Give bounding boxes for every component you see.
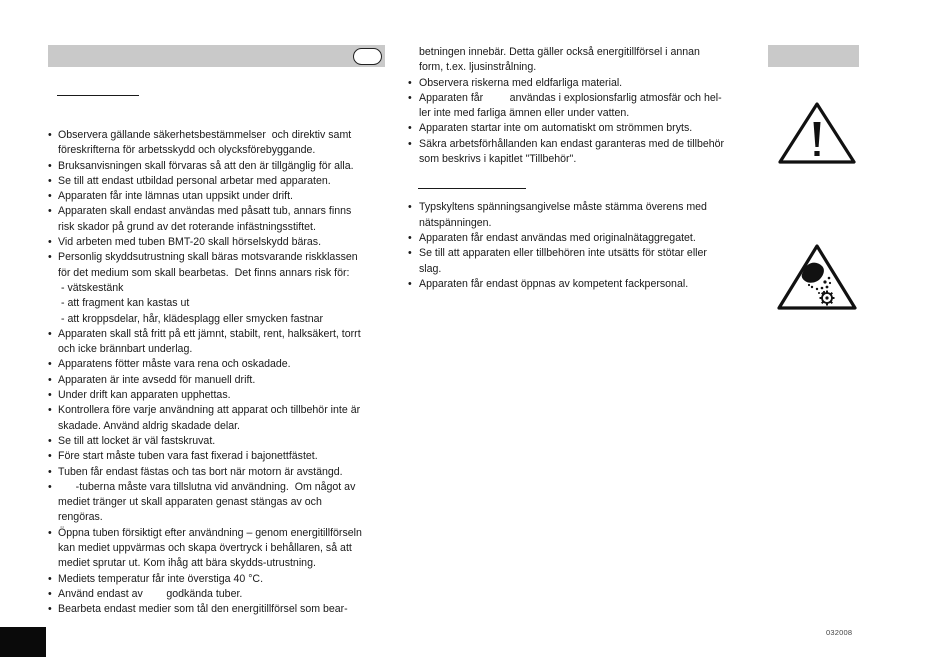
bullet-item <box>408 137 746 168</box>
bullet-text-line: Vid arbeten med tuben BMT-20 skall hörselskydd bäras. <box>58 236 322 249</box>
bullet-text-line: föreskrifterna för arbetsskydd och olycksförebyggande. <box>58 144 316 157</box>
bullet-text-line: Öppna tuben försiktigt efter användning – genom energitillförseln <box>58 526 362 539</box>
bullet-item <box>48 572 385 587</box>
bullet-text-line: Observera riskerna med eldfarliga material. <box>419 76 623 89</box>
warning-triangle-icon <box>776 100 858 166</box>
bullet-item <box>408 231 746 246</box>
bullet-item <box>48 434 385 449</box>
bullet-text-line: Mediets temperatur får inte överstiga 40 °C. <box>58 572 264 585</box>
bullet-text-line: Före start måste tuben vara fast fixerad i bajonettfästet. <box>58 450 318 463</box>
bullet-text-line: som beskrivs i kapitlet "Tillbehör". <box>419 153 577 166</box>
bullet-text-line: mediet tränger ut skall apparaten genast stängas av och <box>58 496 322 509</box>
bullet-item <box>48 526 385 572</box>
left-column <box>48 128 385 618</box>
bullet-item <box>48 388 385 403</box>
bullet-item <box>48 587 385 602</box>
bullet-item <box>48 189 385 204</box>
bullet-list-electrical <box>408 200 746 292</box>
bullet-text-line: och icke brännbart underlag. <box>58 343 193 356</box>
bullet-text-line: Apparaten skall stå fritt på ett jämnt, stabilt, rent, halksäkert, torrt <box>58 327 361 340</box>
sub-item: - att fragment kan kastas ut <box>61 297 190 310</box>
bullet-item <box>48 465 385 480</box>
bullet-item <box>408 246 746 277</box>
bullet-item <box>48 128 385 159</box>
section-rule <box>57 95 139 96</box>
bullet-item <box>48 480 385 526</box>
section-header-bar <box>48 45 385 67</box>
bullet-item <box>48 373 385 388</box>
bullet-text-line: Apparaten får användas i explosionsfarlig atmosfär och hel- <box>419 91 722 104</box>
bullet-text-line: nätspänningen. <box>419 216 492 229</box>
bullet-item <box>48 403 385 434</box>
bullet-text-line: för det medium som skall bearbetas. Det finns annars risk för: <box>58 266 350 279</box>
bullet-item <box>408 76 746 91</box>
splash-hazard-icon <box>776 242 858 312</box>
bullet-item <box>408 121 746 136</box>
bullet-text-line: -tuberna måste vara tillslutna vid användning. Om något av <box>58 480 356 493</box>
bullet-text-line: Apparaten startar inte om automatiskt om strömmen bryts. <box>419 122 693 135</box>
bullet-text-line: rengöras. <box>58 511 103 524</box>
bullet-text-line: Apparatens fötter måste vara rena och oskadade. <box>58 358 291 371</box>
bullet-text-line: ler inte med farliga ämnen eller under vatten. <box>419 107 630 120</box>
sub-item: - vätskestänk <box>61 281 124 294</box>
continuation-line: betningen innebär. Detta gäller också energitillförsel i annan <box>419 46 700 58</box>
section-rule-electrical <box>418 188 526 189</box>
bullet-item <box>408 277 746 292</box>
bullet-item <box>48 250 385 281</box>
bullet-list-general <box>408 76 746 168</box>
bullet-text-line: Observera gällande säkerhetsbestämmelser och direktiv samt <box>58 129 352 141</box>
middle-column <box>408 45 746 292</box>
bullet-text-line: Tuben får endast fästas och tas bort när motorn är avstängd. <box>58 465 343 478</box>
bullet-text-line: Apparaten skall endast användas med påsatt tub, annars finns <box>58 205 352 218</box>
bullet-item <box>48 204 385 235</box>
bullet-item <box>48 235 385 250</box>
header-tag <box>353 48 382 65</box>
bullet-item <box>48 174 385 189</box>
bullet-text-line: Typskyltens spänningsangivelse måste stämma överens med <box>419 201 707 214</box>
bullet-text-line: Se till att apparaten eller tillbehören inte utsätts för stötar eller <box>419 247 707 260</box>
bullet-item <box>408 200 746 231</box>
bullet-text-line: Se till att locket är väl fastskruvat. <box>58 434 216 447</box>
bullet-text-line: Kontrollera före varje användning att apparat och tillbehör inte är <box>58 404 361 417</box>
rule-holder <box>408 167 746 200</box>
continuation-line: form, t.ex. ljusinstrålning. <box>419 61 537 74</box>
bullet-text-line: Personlig skyddsutrustning skall bäras motsvarande riskklassen <box>58 251 358 264</box>
bullet-text-line: slag. <box>419 262 442 275</box>
side-header-bar <box>768 45 859 67</box>
bullet-text-line: Apparaten får endast användas med originalnätaggregatet. <box>419 231 696 244</box>
bullet-item <box>48 159 385 174</box>
bullet-text-line: Säkra arbetsförhållanden kan endast garanteras med de tillbehör <box>419 137 725 150</box>
bullet-text-line: skadade. Använd aldrig skadade delar. <box>58 419 240 432</box>
page-corner-block <box>0 627 46 657</box>
bullet-item <box>408 91 746 122</box>
continuation-paragraph <box>408 45 746 76</box>
bullet-item <box>48 357 385 372</box>
bullet-text-line: Bruksanvisningen skall förvaras så att den är tillgänglig för alla. <box>58 159 354 172</box>
bullet-text-line: Apparaten får inte lämnas utan uppsikt under drift. <box>58 190 293 203</box>
sub-item: - att kroppsdelar, hår, klädesplagg eller smycken fastnar <box>61 312 324 325</box>
bullet-text-line: risk skador på grund av det roterande infästningsstiftet. <box>58 220 316 233</box>
bullet-text-line: Se till att endast utbildad personal arbetar med apparaten. <box>58 174 331 187</box>
bullet-text-line: Bearbeta endast medier som tål den energitillförsel som bear- <box>58 603 348 616</box>
bullet-item <box>48 449 385 464</box>
bullet-text-line: Apparaten får endast öppnas av kompetent fackpersonal. <box>419 277 689 290</box>
bullet-text-line: kan mediet uppvärmas och skapa övertryck i behållaren, så att <box>58 542 352 555</box>
bullet-text-line: Under drift kan apparaten upphettas. <box>58 389 231 402</box>
bullet-item <box>48 327 385 358</box>
bullet-text-line: Använd endast av godkända tuber. <box>58 587 243 600</box>
bullet-item <box>48 602 385 617</box>
bullet-text-line: mediet sprutar ut. Kom ihåg att bära skydds-utrustning. <box>58 557 316 570</box>
page-code: 032008 <box>826 628 853 637</box>
bullet-text-line: Apparaten är inte avsedd för manuell drift. <box>58 373 256 386</box>
